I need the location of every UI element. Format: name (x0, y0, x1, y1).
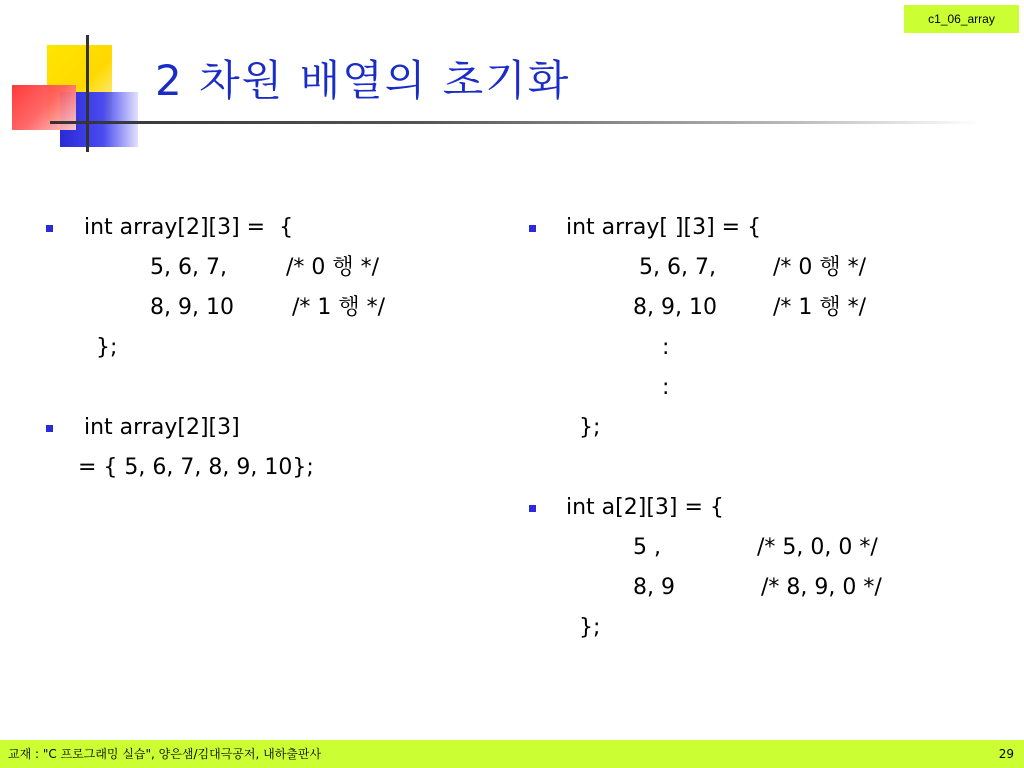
code-line (42, 248, 380, 288)
title-underline (50, 121, 980, 124)
code-text: 5 , (633, 535, 661, 560)
blank-line (42, 368, 70, 408)
code-line (42, 408, 240, 448)
code-text: = { 5, 6, 7, 8, 9, 10}; (78, 455, 314, 480)
footer-bar (0, 740, 1024, 768)
code-line (525, 288, 867, 328)
code-line (525, 368, 670, 408)
code-text: int array[2][3] = { (84, 215, 294, 240)
code-text: 8, 9 (633, 575, 675, 600)
bullet-icon (529, 505, 536, 512)
footer-citation: 교재 : "C 프로그래밍 실습", 양은샘/김대극공저, 내하출판사 (8, 747, 322, 761)
code-text: }; (96, 335, 118, 360)
code-line (525, 608, 601, 648)
code-comment: /* 8, 9, 0 */ (761, 575, 882, 600)
code-text: 5, 6, 7, (150, 255, 227, 280)
code-line (42, 208, 294, 248)
code-text: }; (579, 415, 601, 440)
right-column (525, 208, 882, 648)
code-line (525, 328, 670, 368)
code-text: }; (579, 615, 601, 640)
code-text: 8, 9, 10 (150, 295, 234, 320)
code-line (42, 328, 118, 368)
code-text: 8, 9, 10 (633, 295, 717, 320)
code-text: 5, 6, 7, (639, 255, 716, 280)
code-text: int a[2][3] = { (566, 495, 724, 520)
code-comment: /* 1 행 */ (773, 295, 867, 320)
code-text: int array[ ][3] = { (566, 215, 762, 240)
code-line (525, 208, 762, 248)
decor-vertical-line (86, 35, 89, 152)
code-text: int array[2][3] (84, 415, 240, 440)
slide-title: 2 차원 배열의 초기화 (155, 56, 571, 105)
page-number: 29 (998, 747, 1014, 761)
code-line (525, 488, 724, 528)
bullet-icon (46, 225, 53, 232)
left-column (42, 208, 386, 488)
code-text: : (662, 335, 670, 360)
slide-tag: c1_06_array (904, 5, 1019, 33)
blank-line (525, 448, 553, 488)
bullet-icon (46, 425, 53, 432)
code-text: : (662, 375, 670, 400)
code-comment: /* 0 행 */ (286, 255, 380, 280)
code-line (42, 288, 386, 328)
code-line (525, 568, 882, 608)
code-line (525, 528, 878, 568)
code-line (525, 408, 601, 448)
code-line (525, 248, 867, 288)
code-line (42, 448, 314, 488)
code-comment: /* 0 행 */ (773, 255, 867, 280)
code-comment: /* 1 행 */ (292, 295, 386, 320)
code-comment: /* 5, 0, 0 */ (757, 535, 878, 560)
bullet-icon (529, 225, 536, 232)
